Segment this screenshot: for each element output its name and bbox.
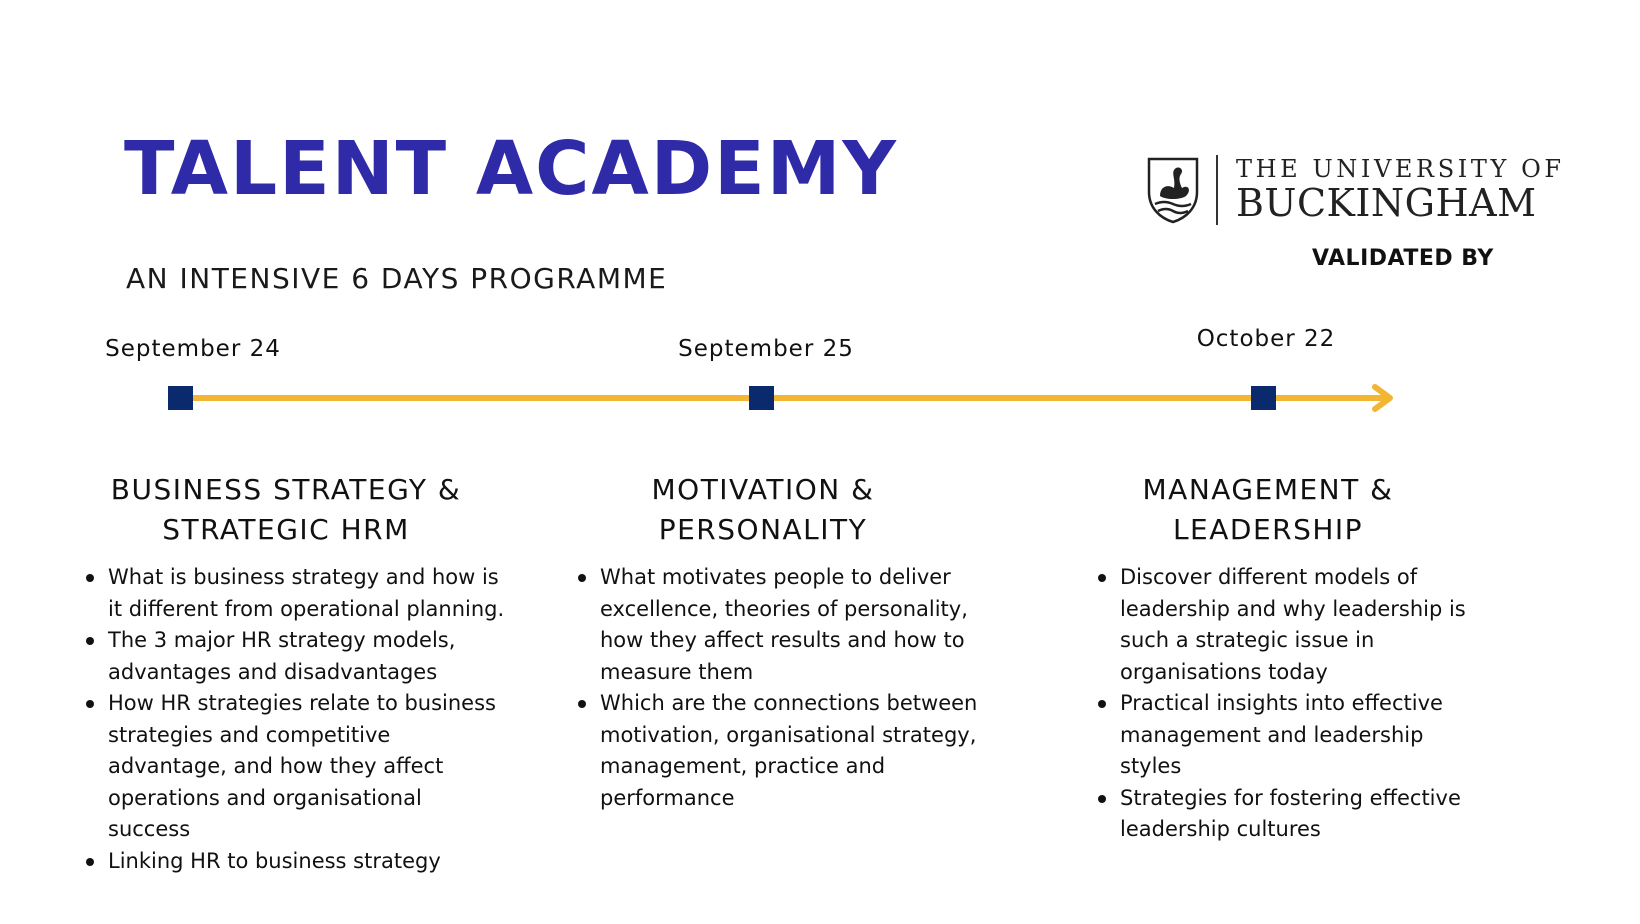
bullet-icon — [578, 574, 586, 582]
page-title: TALENT ACADEMY — [124, 126, 898, 212]
module-bullet-list — [86, 562, 506, 877]
module-heading-line1: MOTIVATION & — [651, 473, 875, 506]
module-heading-line1: BUSINESS STRATEGY & — [110, 473, 462, 506]
module-heading-line2: PERSONALITY — [658, 513, 868, 546]
bullet-icon — [1098, 795, 1106, 803]
module-heading — [1098, 470, 1438, 550]
timeline-marker-3 — [1251, 386, 1276, 410]
module-bullet-list — [1098, 562, 1468, 846]
module-heading — [86, 470, 486, 550]
module-heading-line2: LEADERSHIP — [1172, 513, 1364, 546]
bullet-icon — [86, 858, 94, 866]
timeline-marker-2 — [749, 386, 774, 410]
list-item: Which are the connections between motivation, organisational strategy, management, practice and performance — [578, 688, 978, 814]
bullet-icon — [86, 574, 94, 582]
module-heading-line1: MANAGEMENT & — [1142, 473, 1394, 506]
list-item: How HR strategies relate to business strategies and competitive advantage, and how they affect operations and organisational success — [86, 688, 506, 846]
list-item: What motivates people to deliver excellence, theories of personality, how they affect results and how to measure them — [578, 562, 978, 688]
timeline-date-1: September 24 — [105, 336, 281, 362]
timeline-date-3: October 22 — [1196, 326, 1336, 352]
list-item: Linking HR to business strategy — [86, 846, 506, 878]
swan-crest-icon — [1146, 156, 1200, 224]
timeline — [0, 360, 1640, 440]
module-heading-line2: STRATEGIC HRM — [162, 513, 410, 546]
bullet-icon — [578, 700, 586, 708]
module-management-leadership — [1098, 470, 1478, 841]
bullet-icon — [86, 637, 94, 645]
list-item: Strategies for fostering effective leadership cultures — [1098, 783, 1468, 846]
module-bullet-list — [578, 562, 978, 814]
list-item: What is business strategy and how is it different from operational planning. — [86, 562, 506, 625]
bullet-icon — [1098, 574, 1106, 582]
page-subtitle: AN INTENSIVE 6 DAYS PROGRAMME — [126, 262, 668, 295]
module-motivation-personality — [578, 470, 978, 810]
bullet-icon — [86, 700, 94, 708]
university-logo — [1140, 152, 1565, 230]
list-item: The 3 major HR strategy models, advantages and disadvantages — [86, 625, 506, 688]
logo-text-line1: THE UNIVERSITY OF — [1236, 155, 1565, 183]
logo-divider — [1216, 155, 1218, 225]
validated-by-label: VALIDATED BY — [1312, 246, 1494, 271]
module-business-strategy — [86, 470, 506, 873]
bullet-icon — [1098, 700, 1106, 708]
list-item: Discover different models of leadership and why leadership is such a strategic issue in organisations today — [1098, 562, 1468, 688]
list-item: Practical insights into effective management and leadership styles — [1098, 688, 1468, 783]
timeline-marker-1 — [168, 386, 193, 410]
logo-text-line2: BUCKINGHAM — [1236, 181, 1537, 225]
timeline-date-2: September 25 — [678, 336, 854, 362]
module-heading — [578, 470, 948, 550]
